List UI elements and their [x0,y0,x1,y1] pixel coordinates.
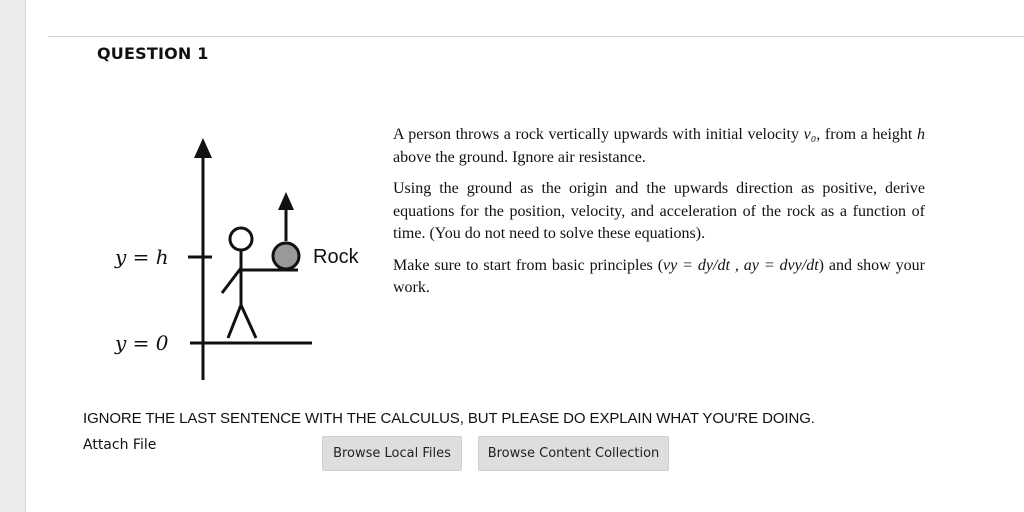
math-h: h [917,126,925,143]
math-formula: vy = dy/dt , ay = dvy/dt [663,256,819,274]
up-arrow-icon [278,192,294,210]
problem-statement [393,124,925,309]
rock-diagram [100,130,380,390]
left-rail [0,0,26,512]
paragraph-2: Using the ground as the origin and the upwards direction as positive, derive equations for the position, velocity, and acceleration of the rock as a function of time. (You do not need to solve these equations). [393,180,925,242]
divider [48,36,1024,37]
axis-arrow-icon [194,138,212,158]
person-arm-left [222,268,241,293]
label-y-0: y = 0 [115,331,169,355]
browse-content-collection-button[interactable]: Browse Content Collection [478,436,669,471]
paragraph-3: Make sure to start from basic principles (vy = dy/dt , ay = dvy/dt) and show your work. [393,256,926,296]
rock-label: Rock [313,246,359,268]
math-v0: v₀ [803,126,817,143]
label-y-h: y = h [115,245,169,269]
attach-file-label: Attach File [83,437,157,453]
person-head [230,228,252,250]
rock-icon [273,243,299,269]
browse-local-files-button[interactable]: Browse Local Files [322,436,462,471]
person-leg-left [228,305,241,338]
instructor-note: IGNORE THE LAST SENTENCE WITH THE CALCULUS, BUT PLEASE DO EXPLAIN WHAT YOU'RE DOING. [83,410,815,427]
person-leg-right [241,305,256,338]
paragraph-1: A person throws a rock vertically upwards with initial velocity v₀, from a height h above the ground. Ignore air resistance. [393,126,925,166]
question-title: QUESTION 1 [97,44,209,63]
